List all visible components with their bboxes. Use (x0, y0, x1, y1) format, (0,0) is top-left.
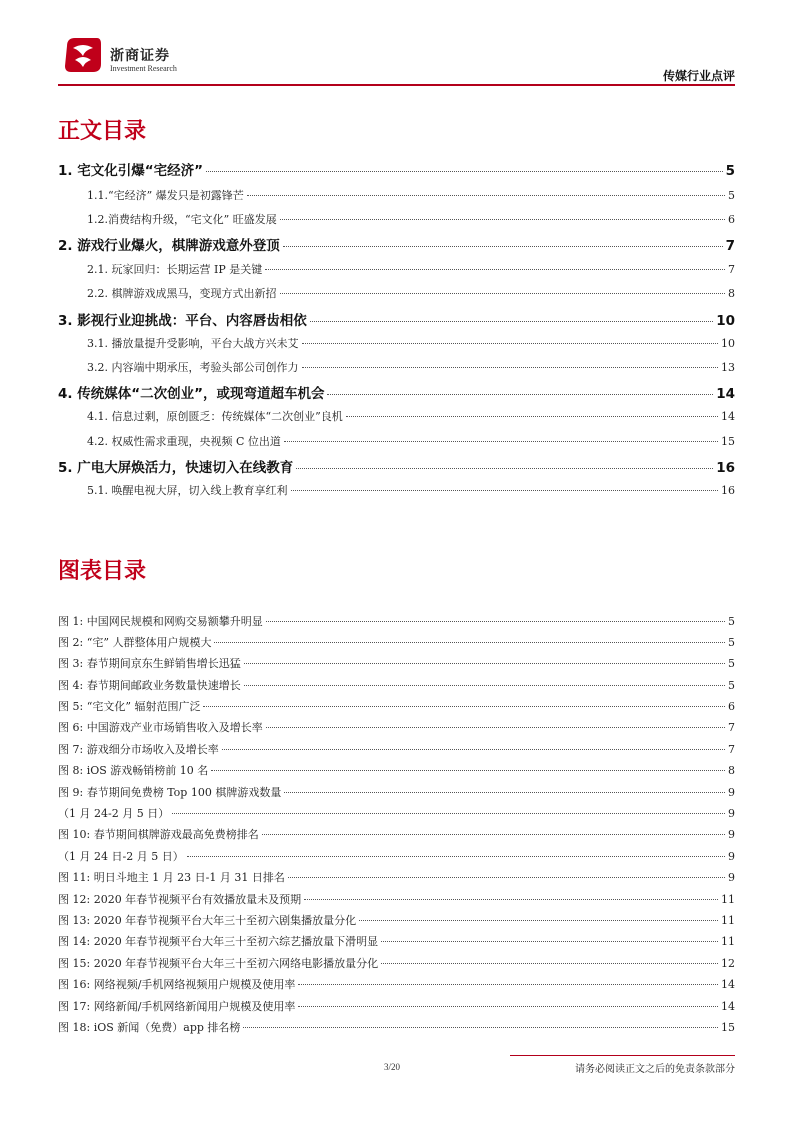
toc-entry-page: 14 (716, 386, 735, 402)
dot-leader (211, 770, 725, 771)
toc-entry[interactable] (87, 335, 735, 351)
logo-text-cn: 浙商证券 (110, 48, 170, 64)
figure-entry-page: 7 (728, 721, 735, 734)
toc-entry-label: 2. 游戏行业爆火，棋牌游戏意外登顶 (58, 238, 280, 254)
dot-leader (283, 246, 723, 247)
dot-leader (310, 321, 713, 322)
figure-entry[interactable] (58, 891, 735, 907)
figure-entry-page: 5 (728, 615, 735, 628)
toc-entry[interactable] (58, 309, 735, 329)
figure-entry-page: 11 (721, 893, 735, 906)
figure-entry-label: 图 16: 网络视频/手机网络视频用户规模及使用率 (58, 978, 296, 991)
dot-leader (288, 877, 725, 878)
figure-entry[interactable] (58, 933, 735, 949)
figure-entry[interactable] (58, 869, 735, 885)
toc-entry[interactable] (87, 433, 735, 449)
figure-entry-label: 图 17: 网络新闻/手机网络新闻用户规模及使用率 (58, 1000, 296, 1013)
dot-leader (346, 416, 718, 417)
toc-entry[interactable] (87, 359, 735, 375)
toc-entry[interactable] (58, 234, 735, 254)
toc-entry[interactable] (87, 482, 735, 498)
figure-entry[interactable] (58, 634, 735, 650)
figure-entry-page: 14 (721, 978, 735, 991)
toc-entry-page: 7 (728, 263, 735, 276)
figure-entry-page: 5 (728, 636, 735, 649)
figure-entry[interactable] (58, 741, 735, 757)
dot-leader (222, 749, 725, 750)
figure-entry-page: 7 (728, 743, 735, 756)
figure-entry[interactable] (58, 613, 735, 629)
figure-entry-label: 图 8: iOS 游戏畅销榜前 10 名 (58, 764, 209, 777)
toc-entry-label: 1.1.“宅经济” 爆发只是初露锋芒 (87, 189, 244, 202)
toc-entry-page: 16 (721, 484, 735, 497)
figure-entry-page: 5 (728, 657, 735, 670)
figure-entry[interactable] (58, 655, 735, 671)
figure-entry[interactable] (58, 784, 735, 800)
figure-entry-label: 图 15: 2020 年春节视频平台大年三十至初六网络电影播放量分化 (58, 957, 379, 970)
toc-entry-page: 7 (725, 238, 735, 254)
figure-entry-label: 图 11: 明日斗地主 1 月 23 日-1 月 31 日排名 (58, 871, 285, 884)
toc-entry-label: 4.2. 权威性需求重现，央视频 C 位出道 (87, 435, 281, 448)
figure-entry[interactable] (58, 976, 735, 992)
figure-entry-page: 12 (721, 957, 735, 970)
logo-text-en: Investment Research (110, 64, 177, 73)
header-title: 传媒行业点评 (662, 69, 735, 83)
figure-entry[interactable] (58, 826, 735, 842)
toc-entry-page: 16 (716, 460, 735, 476)
dot-leader (265, 269, 725, 270)
logo-icon (63, 36, 103, 74)
toc-entry[interactable] (87, 211, 735, 227)
toc-entry[interactable] (58, 159, 735, 179)
figure-entry-label: 图 6: 中国游戏产业市场销售收入及增长率 (58, 721, 263, 734)
toc-entry-label: 4.1. 信息过剩，原创匮乏：传统媒体“二次创业”良机 (87, 410, 343, 423)
toc-entry-label: 5.1. 唤醒电视大屏，切入线上教育享红利 (87, 484, 288, 497)
figure-entry-page: 9 (728, 786, 735, 799)
figure-entry-label: 图 10: 春节期间棋牌游戏最高免费榜排名 (58, 828, 259, 841)
toc-entry-page: 14 (721, 410, 735, 423)
dot-leader (302, 367, 719, 368)
figure-entry-label: 图 18: iOS 新闻（免费）app 排名榜 (58, 1021, 241, 1034)
footer-divider (510, 1055, 735, 1056)
toc-entry-page: 5 (725, 163, 735, 179)
figure-entry-page: 9 (728, 807, 735, 820)
dot-leader (266, 727, 725, 728)
figure-entry-label: 图 7: 游戏细分市场收入及增长率 (58, 743, 219, 756)
dot-leader (214, 642, 725, 643)
dot-leader (243, 1027, 718, 1028)
figure-entry-label: 图 4: 春节期间邮政业务数量快速增长 (58, 679, 241, 692)
toc-entry-label: 2.2. 棋牌游戏成黑马，变现方式出新招 (87, 287, 277, 300)
figure-entry-page: 11 (721, 935, 735, 948)
toc-entry[interactable] (87, 261, 735, 277)
toc-entry[interactable] (87, 187, 735, 203)
figure-entry-label: 图 2: “宅” 人群整体用户规模大 (58, 636, 212, 649)
figure-entry-page: 11 (721, 914, 735, 927)
figure-entry-page: 15 (721, 1021, 735, 1034)
dot-leader (172, 813, 725, 814)
toc-entry-label: 3. 影视行业迎挑战：平台、内容唇齿相依 (58, 313, 307, 329)
dot-leader (280, 293, 726, 294)
header-divider (58, 84, 735, 86)
toc-entry-label: 2.1. 玩家回归：长期运营 IP 是关键 (87, 263, 263, 276)
toc-entry-page: 6 (728, 213, 735, 226)
figure-entry[interactable] (58, 698, 735, 714)
figure-entry-page: 5 (728, 679, 735, 692)
dot-leader (187, 856, 725, 857)
figure-entry-label: 图 5: “宅文化” 辐射范围广泛 (58, 700, 201, 713)
dot-leader (304, 899, 718, 900)
toc-entry[interactable] (87, 408, 735, 424)
figure-entry[interactable] (58, 998, 735, 1014)
toc-entry-label: 3.1. 播放量提升受影响，平台大战方兴未艾 (87, 337, 299, 350)
footer-disclaimer: 请务必阅读正文之后的免责条款部分 (575, 1064, 735, 1075)
figure-entry[interactable] (58, 762, 735, 778)
dot-leader (284, 441, 718, 442)
figure-entry-page: 9 (728, 871, 735, 884)
toc-entry[interactable] (58, 382, 735, 402)
toc-entry-page: 5 (728, 189, 735, 202)
figure-entry-label: 图 13: 2020 年春节视频平台大年三十至初六剧集播放量分化 (58, 914, 357, 927)
dot-leader (381, 941, 718, 942)
toc-title: 正文目录 (58, 119, 147, 144)
dot-leader (203, 706, 725, 707)
toc-entry-label: 5. 广电大屏焕活力，快速切入在线教育 (58, 460, 294, 476)
toc-entry-page: 13 (721, 361, 735, 374)
figure-entry-page: 6 (728, 700, 735, 713)
figure-entry[interactable] (58, 677, 735, 693)
dot-leader (359, 920, 718, 921)
toc-entry[interactable] (87, 285, 735, 301)
figure-entry-label: （1 月 24 日-2 月 5 日） (58, 850, 184, 863)
dot-leader (262, 834, 725, 835)
figure-entry-page: 9 (728, 828, 735, 841)
toc-entry-label: 1.2.消费结构升级，“宅文化” 旺盛发展 (87, 213, 277, 226)
figure-entry-label: 图 12: 2020 年春节视频平台有效播放量未及预期 (58, 893, 302, 906)
toc-entry-page: 10 (716, 313, 735, 329)
dot-leader (302, 343, 719, 344)
figure-entry[interactable] (58, 719, 735, 735)
figure-entry-page: 9 (728, 850, 735, 863)
dot-leader (247, 195, 725, 196)
figure-entry-label: 图 14: 2020 年春节视频平台大年三十至初六综艺播放量下滑明显 (58, 935, 379, 948)
dot-leader (244, 663, 725, 664)
figure-entry-label: 图 1: 中国网民规模和网购交易额攀升明显 (58, 615, 263, 628)
toc-entry-label: 4. 传统媒体“二次创业”，或现弯道超车机会 (58, 386, 325, 402)
figure-entry-label: （1 月 24-2 月 5 日） (58, 807, 170, 820)
dot-leader (284, 792, 725, 793)
dot-leader (266, 621, 725, 622)
dot-leader (298, 984, 718, 985)
dot-leader (206, 171, 723, 172)
dot-leader (298, 1006, 718, 1007)
dot-leader (291, 490, 719, 491)
figure-entry[interactable] (58, 848, 735, 864)
dot-leader (280, 219, 725, 220)
dot-leader (296, 468, 713, 469)
dot-leader (244, 685, 725, 686)
figure-entry[interactable] (58, 955, 735, 971)
toc-entry-page: 10 (721, 337, 735, 350)
figure-entry[interactable] (58, 1019, 735, 1035)
toc-entry[interactable] (58, 456, 735, 476)
page-number: 3/20 (384, 1062, 401, 1072)
figure-entry-label: 图 9: 春节期间免费榜 Top 100 棋牌游戏数量 (58, 786, 282, 799)
dot-leader (381, 963, 718, 964)
figure-entry-label: 图 3: 春节期间京东生鲜销售增长迅猛 (58, 657, 241, 670)
figure-entry[interactable] (58, 805, 735, 821)
figure-entry[interactable] (58, 912, 735, 928)
toc-entry-page: 15 (721, 435, 735, 448)
toc-entry-label: 3.2. 内容端中期承压，考验头部公司创作力 (87, 361, 299, 374)
figure-entry-page: 8 (728, 764, 735, 777)
toc-entry-page: 8 (728, 287, 735, 300)
figure-entry-page: 14 (721, 1000, 735, 1013)
dot-leader (327, 394, 713, 395)
figures-title: 图表目录 (58, 559, 147, 584)
toc-entry-label: 1. 宅文化引爆“宅经济” (58, 163, 203, 179)
